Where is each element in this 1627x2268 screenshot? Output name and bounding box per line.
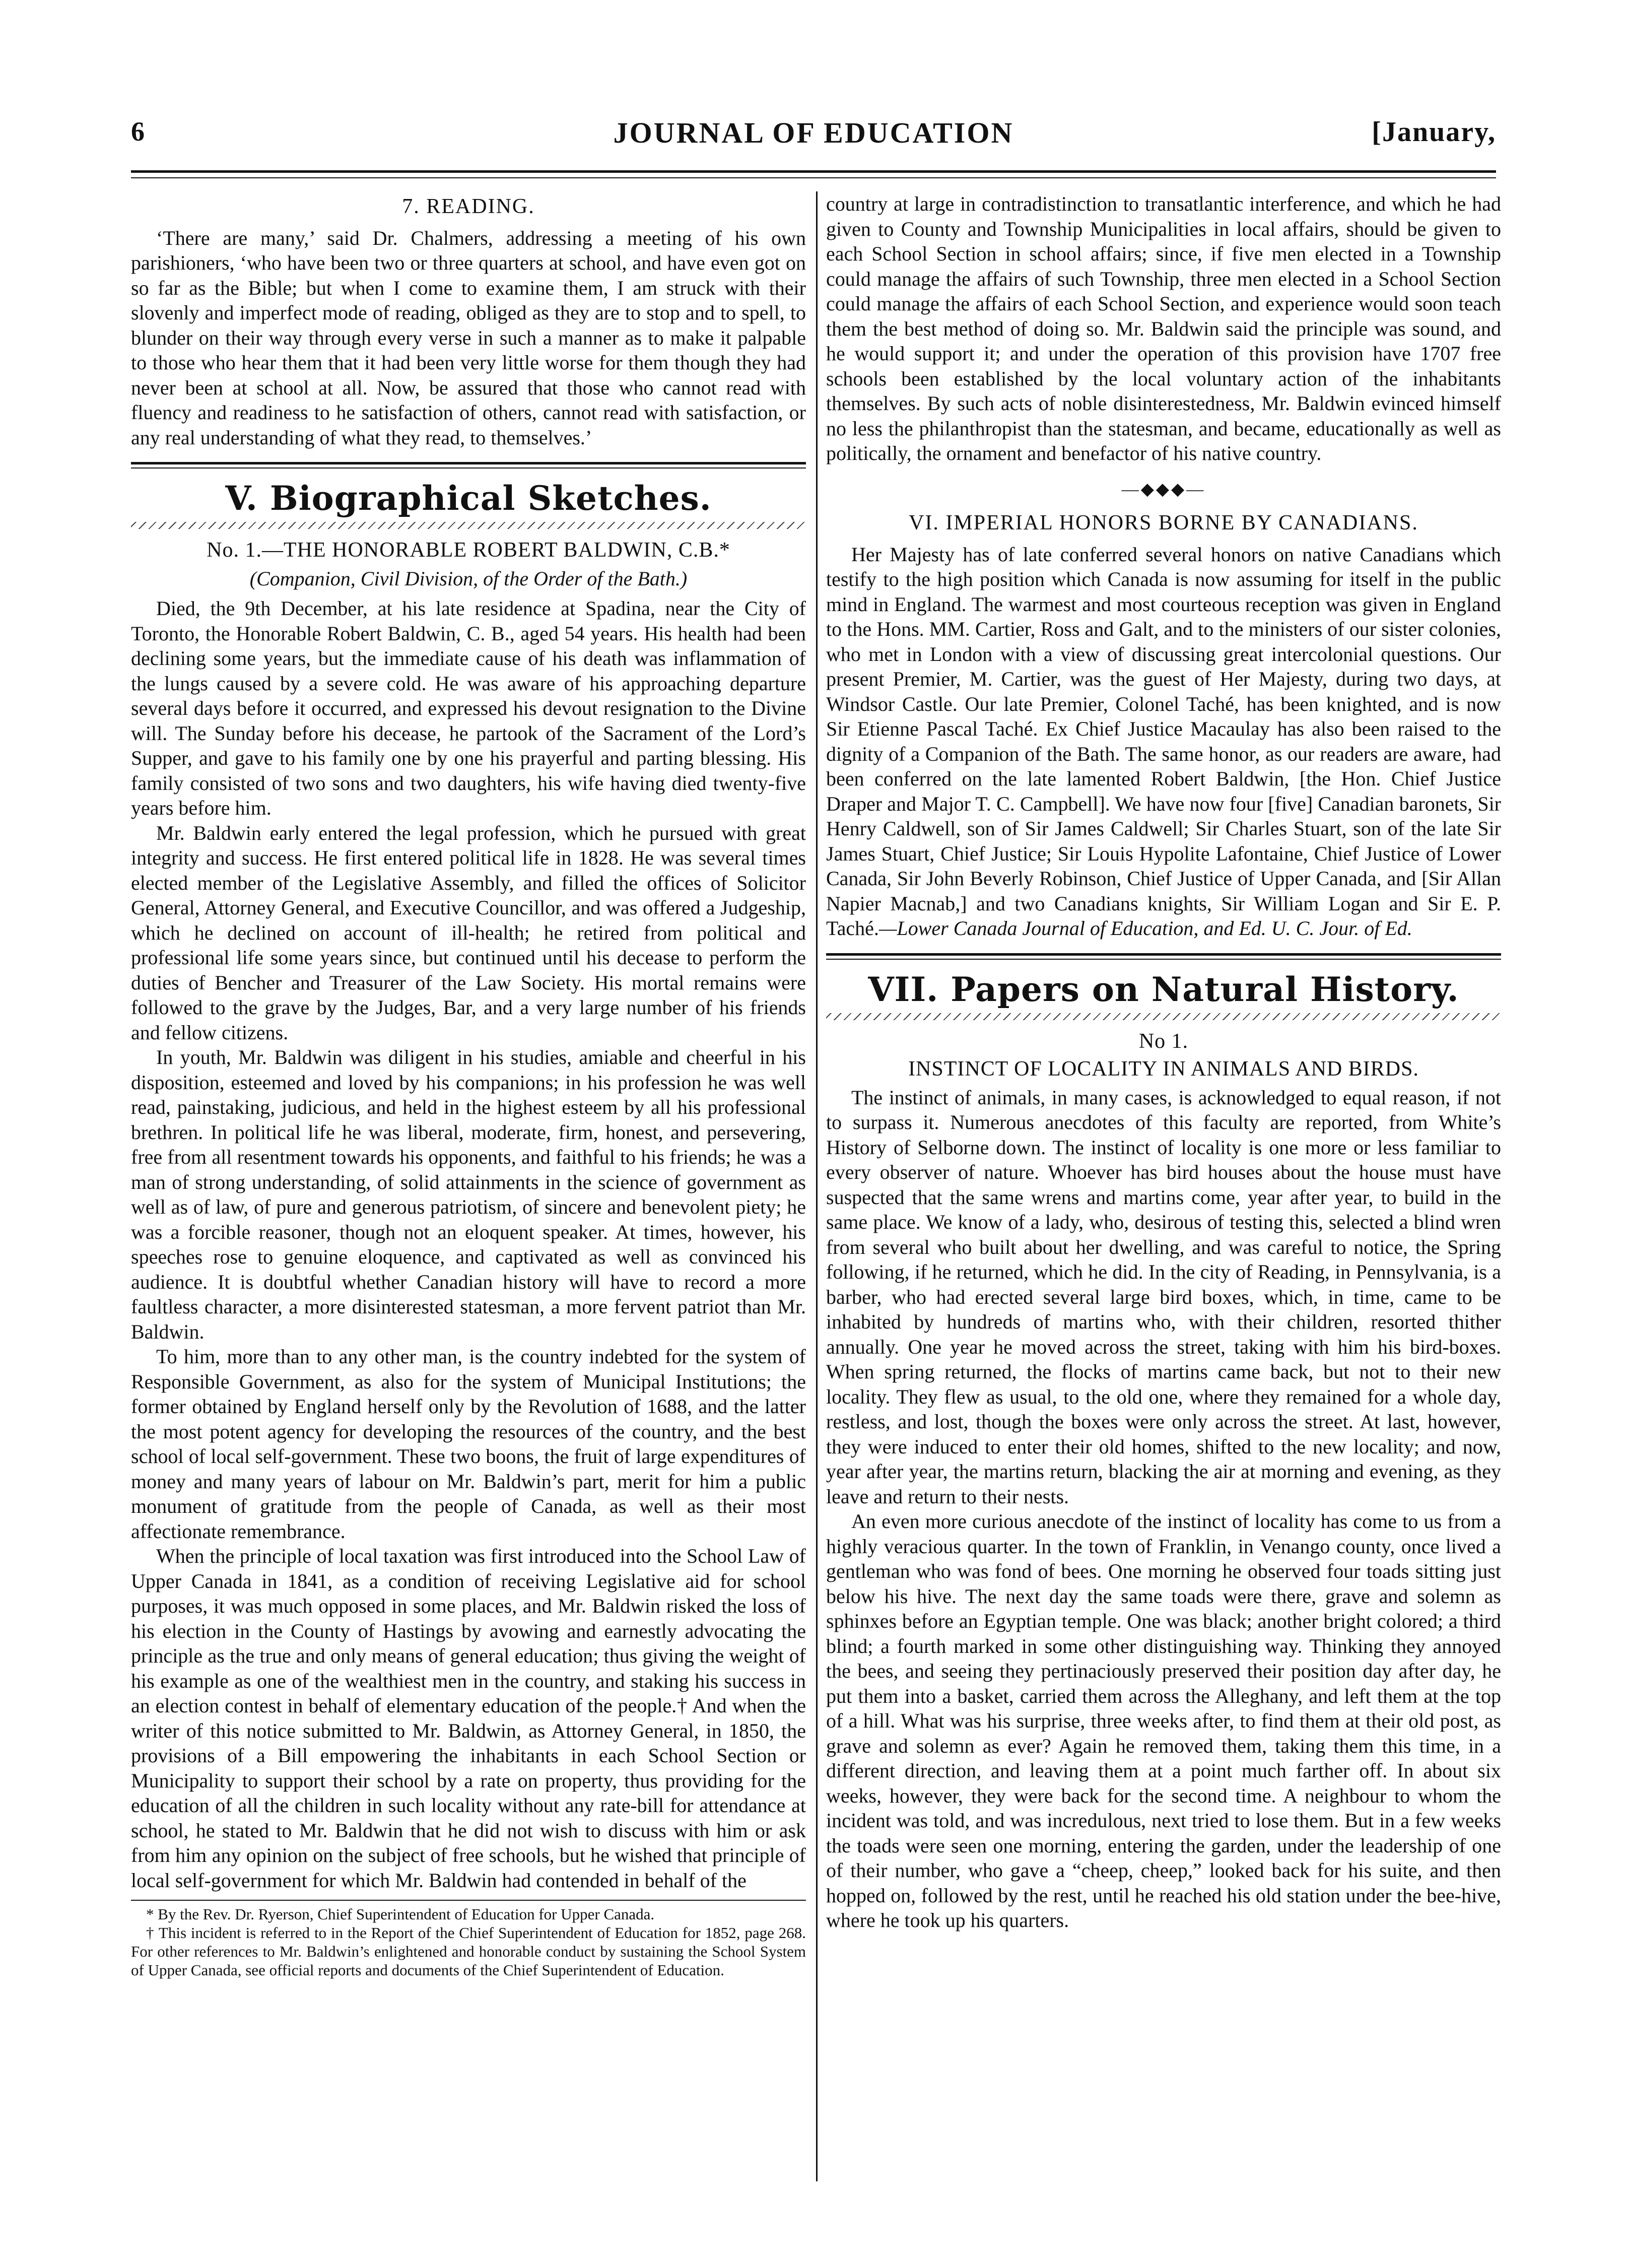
section-rule-thin: [131, 468, 806, 469]
footnote: † This incident is referred to in the Report of the Chief Superintendent of Education for 1852, page 268. For other references to Mr. Baldwin’s enlightened and honorable conduct by sustaining the School System of Upper Canada, see official reports and documents of the Chief Superintendent of Education.: [131, 1924, 806, 1979]
instinct-paragraph: An even more curious anecdote of the instinct of locality has come to us from a highly veracious quarter. In the town of Franklin, in Venango county, once lived a gentleman who was fond of bees. One morning he observed four toads sitting just below his hive. The next day the same toads were there, grave and solemn as sphinxes before an Egyptian temple. One was black; another bright colored; a third blind; a fourth marked in some other distinguishing way. Thinking they annoyed the bees, and seeing they pertinaciously preserved their position day after day, he put them into a basket, carried them across the Alleghany, and left them at the top of a hill. What was his surprise, three weeks after, to find them at their old post, as grave and solemn as ever? Again he removed them, taking them this time, in a different direction, and leaving them at a point much farther off. In about six weeks, however, they were back for the second time. A neighbour to whom the incident was told, and was incredulous, next tried to lose them. But in a few weeks the toads were seen one morning, entering the garden, under the leadership of one of their number, who gave a “cheep, cheep,” looked back for his suite, and then hopped on, followed by the rest, until he reached his old station under the bee-hive, where he took up his quarters.: [826, 1510, 1501, 1931]
ornament-divider: —◆◆◆—: [1121, 480, 1206, 499]
issue-month: [January,: [1372, 116, 1496, 148]
section-v-heading: V. Biographical Sketches.: [225, 479, 712, 518]
reading-text: ‘There are many,’ said Dr. Chalmers, addressing a meeting of his own parishioners, ‘who have been two or three quarters at school, and have even got on so far as the Bible; but when I come to examine them, I am struck with their slovenly and imperfect mode of reading, obliged as they are to stop and to spell, to blunder on their way through every verse in such a manner as to make it palpable to those who hear them that it had been very little worse for them though they had never been at school at all. Now, be assured that those who cannot read with fluency and readiness to he satisfaction of others, cannot read with satisfaction, or any real understanding of what they read, to themselves.’: [131, 226, 806, 449]
section-rule: [131, 462, 806, 464]
honors-body: Her Majesty has of late conferred several honors on native Canadians which testify to the high position which Canada is now assuming for itself in the public mind in England. The warmest and most courteous reception was given in England to the Hons. MM. Cartier, Ross and Galt, and to the ministers of our sister colonies, who met in London with a view of discussing great intercolonial questions. Our present Premier, M. Cartier, was the guest of Her Majesty, during two days, at Windsor Castle. Our late Premier, Colonel Taché, has been knighted, and is now Sir Etienne Pascal Taché. Ex Chief Justice Macaulay has also been raised to the dignity of a Companion of the Bath. The same honor, as our readers are aware, had been conferred on the late lamented Robert Baldwin, [the Hon. Chief Justice Draper and Major T. C. Campbell]. We have now four [five] Canadian baronets, Sir Henry Caldwell, son of Sir James Caldwell; Sir Charles Stuart, son of the late Sir James Stuart, Chief Justice; Sir Louis Hypolite Lafontaine, Chief Justice of Lower Canada, Sir John Beverly Robinson, Chief Justice of Upper Canada, and [Sir Allan Napier Macnab,] and two Canadians knights, Sir William Logan and Sir E. P. Taché.: [826, 543, 1501, 940]
baldwin-paragraph: Died, the 9th December, at his late residence at Spadina, near the City of Toronto, the Honorable Robert Baldwin, C. B., aged 54 years. His health had been declining some years, but the immediate cause of his death was inflammation of the lungs caused by a severe cold. He was aware of his approaching departure several days before it occurred, and expressed his devout resignation to the Divine will. The Sunday before his decease, he partook of the Sacrament of the Lord’s Supper, and gave to his family one by one his prayerful and parting blessing. His family consisted of two sons and two daughters, his wife having died twenty-five years before him.: [131, 597, 806, 819]
honors-text: [826, 542, 1501, 941]
section-vi-heading: VI. IMPERIAL HONORS BORNE BY CANADIANS.: [909, 511, 1418, 535]
footnote: * By the Rev. Dr. Ryerson, Chief Superintendent of Education for Upper Canada.: [146, 1905, 655, 1923]
instinct-title: INSTINCT OF LOCALITY IN ANIMALS AND BIRDS.: [908, 1057, 1419, 1081]
right-column: [826, 191, 1501, 1933]
wavy-divider: [826, 1013, 1501, 1020]
section-rule: [826, 953, 1501, 956]
column-divider: [816, 191, 818, 2181]
header-rule: [131, 170, 1496, 173]
baldwin-paragraph: When the principle of local taxation was first introduced into the School Law of Upper Canada in 1841, as a condition of receiving Legislative aid for school purposes, it was much opposed in some places, and Mr. Baldwin risked the loss of his election in the County of Hastings by avowing and earnestly advocating the principle as the true and only means of general education; thus giving the weight of his example as one of the wealthiest men in the country, and staking his success in an election contest in behalf of elementary education of the people.† And when the writer of this notice submitted to Mr. Baldwin, as Attorney General, in 1850, the provisions of a Bill empowering the inhabitants in each School Section or Municipality to support their school by a rate on property, thus providing for the education of all the children in such locality without any rate-bill for attendance at school, he stated to Mr. Baldwin that he did not wish to discuss with him or ask from him any opinion on the subject of free schools, but he wished that principle of local self-government for which Mr. Baldwin had contended in behalf of the: [131, 1545, 806, 1892]
honors-source: —Lower Canada Journal of Education, and Ed. U. C. Jour. of Ed.: [878, 917, 1412, 940]
left-column: [131, 191, 806, 1979]
baldwin-paragraph: Mr. Baldwin early entered the legal profession, which he pursued with great integrity and success. He first entered political life in 1828. He was several times elected member of the Legislative Assembly, and filled the offices of Solicitor General, Attorney General, and Executive Councillor, and was offered a Judgeship, which he declined on account of ill-health; he retired from political and professional life some years since, but continued until his decease to perform the duties of Bencher and Treasurer of the Law Society. His mortal remains were followed to the grave by the Judges, Bar, and a very large number of his friends and fellow citizens.: [131, 821, 806, 1044]
header-rule-thin: [131, 177, 1496, 178]
baldwin-paragraph: To him, more than to any other man, is the country indebted for the system of Responsible Government, as also for the system of Municipal Institutions; the former obtained by England herself only by the Revolution of 1688, and the latter the most potent agency for developing the resources of the country, and the best school of local self-government. These two boons, the fruit of large expenditures of money and many years of labour on Mr. Baldwin’s part, merit for him a public monument of gratitude from the people of Canada, as well as their most affectionate remembrance.: [131, 1345, 806, 1543]
page-number: 6: [131, 116, 145, 147]
section-vii-heading: VII. Papers on Natural History.: [868, 969, 1459, 1009]
running-head: [131, 116, 1496, 156]
article-subtitle: (Companion, Civil Division, of the Order of the Bath.): [249, 567, 688, 590]
reading-heading: 7. READING.: [402, 195, 535, 218]
instinct-number: No 1.: [1138, 1029, 1189, 1053]
wavy-divider: [131, 522, 806, 529]
instinct-paragraph: The instinct of animals, in many cases, is acknowledged to equal reason, if not to surpass it. Numerous anecdotes of this faculty are reported, from White’s History of Selborne down. The instinct of locality is one more or less familiar to every observer of nature. Whoever has bird houses about the house must have suspected that the same wrens and martins come, year after year, to build in the same place. We know of a lady, who, desirous of testing this, selected a blind wren from several who built about her dwelling, and was careful to notice, the Spring following, if he returned, which he did. In the city of Reading, in Pennsylvania, is a barber, who had erected several large bird boxes, which, in time, came to be inhabited by hundreds of martins who, with their children, resorted thither annually. One year he moved across the street, taking with him his bird-boxes. When spring returned, the flocks of martins came back, but not to their new locality. They flew as usual, to the old one, where they remained for a whole day, restless, and lost, though the boxes were only across the street. At last, however, they were induced to enter their old homes, shifted to the new locality; and now, year after year, the martins return, blacking the air at morning and evening, as they leave and return to their nests.: [826, 1086, 1501, 1508]
journal-title: JOURNAL OF EDUCATION: [613, 116, 1014, 149]
baldwin-continuation: country at large in contradistinction to transatlantic interference, and which he had given to County and Township Municipalities in local affairs, should be given to each School Section in school affairs; since, if five men elected in a Township could manage the affairs of such Township, three men elected in a School Section could manage the affairs of each School Section, and experience would soon teach them the best method of doing so. Mr. Baldwin said the principle was sound, and he would support it; and under the operation of this provision have 1707 free schools been established by the local voluntary action of the inhabitants themselves. By such acts of noble disinterestedness, Mr. Baldwin evinced himself no less the philanthropist than the statesman, and became, educationally as well as politically, the ornament and benefactor of his native country.: [826, 192, 1501, 464]
baldwin-paragraph: In youth, Mr. Baldwin was diligent in his studies, amiable and cheerful in his disposition, esteemed and loved by his companions; in his profession he was well read, painstaking, judicious, and held in the highest esteem by all his professional brethren. In political life he was liberal, moderate, firm, honest, and persevering, free from all resentment towards his opponents, and faithful to his friends; he was a man of strong understanding, of solid attainments in the science of government as well as of law, of pure and generous patriotism, of sincere and benevolent piety; he was a forcible reasoner, though not an eloquent speaker. At times, however, his speeches rose to genuine eloquence, and captivated as well as convinced his audience. It is doubtful whether Canadian history will have to record a more faultless character, a more disinterested statesman, a more fervent patriot than Mr. Baldwin.: [131, 1046, 806, 1343]
section-rule-thin: [826, 959, 1501, 960]
article-title: No. 1.—THE HONORABLE ROBERT BALDWIN, C.B.*: [207, 539, 730, 562]
footnotes: [131, 1900, 806, 1979]
